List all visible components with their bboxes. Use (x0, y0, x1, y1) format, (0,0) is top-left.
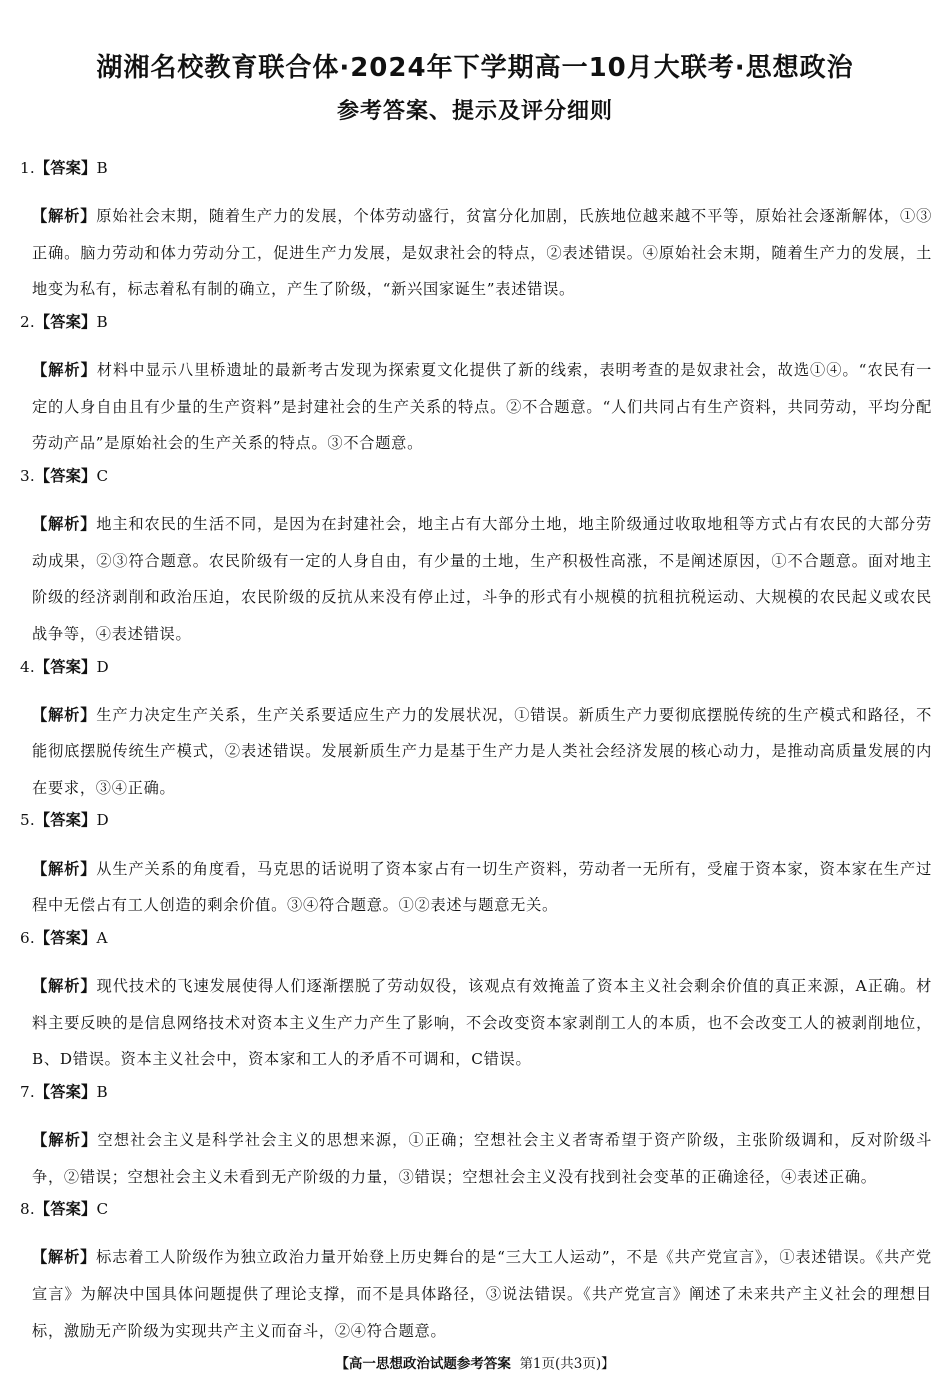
analysis-label: 【解析】 (32, 361, 97, 380)
analysis-paragraph (32, 198, 932, 308)
analysis-paragraph (32, 1122, 932, 1195)
answer-line (20, 1195, 932, 1224)
answer-value: D (96, 811, 109, 830)
question-block (20, 653, 932, 807)
question-block (20, 806, 932, 923)
question-number: 6. (20, 928, 35, 947)
question-number: 5. (20, 811, 35, 830)
answer-label: 【答案】 (34, 466, 97, 485)
analysis-text: 原始社会末期，随着生产力的发展，个体劳动盛行，贫富分化加剧，氏族地位越来越不平等，原始社会逐渐解体，①③正确。脑力劳动和体力劳动分工，促进生产力发展，是奴隶社会的特点，②表述错误。④原始社会末期，随着生产力的发展，土地变为私有，标志着私有制的确立，产生了阶级，“新兴国家诞生”表述错误。 (32, 207, 933, 299)
analysis-label: 【解析】 (32, 515, 97, 534)
answer-line (20, 1078, 932, 1107)
answer-value: B (96, 1082, 108, 1101)
question-number: 3. (20, 466, 35, 485)
analysis-text: 生产力决定生产关系，生产关系要适应生产力的发展状况，①错误。新质生产力要彻底摆脱传统的生产模式和路径，不能彻底摆脱传统生产模式，②表述错误。发展新质生产力是基于生产力是人类社会经济发展的核心动力，是推动高质量发展的内在要求，③④正确。 (32, 705, 933, 797)
analysis-paragraph (32, 352, 932, 462)
answer-line (20, 462, 932, 491)
question-number: 1. (20, 159, 35, 177)
analysis-text: 现代技术的飞速发展使得人们逐渐摆脱了劳动奴役，该观点有效掩盖了资本主义社会剩余价值的真正来源，A正确。材料主要反映的是信息网络技术对资本主义生产力产生了影响，不会改变资本家剥削工人的本质，也不会改变工人的被剥削地位，B、D错误。资本主义社会中，资本家和工人的矛盾不可调和，C错误。 (32, 977, 933, 1069)
answer-label: 【答案】 (34, 657, 97, 676)
question-block (20, 462, 932, 653)
answer-label: 【答案】 (34, 928, 97, 947)
answer-line (20, 308, 932, 337)
question-number: 2. (20, 312, 35, 331)
answer-label: 【答案】 (34, 1082, 97, 1101)
answer-value: D (96, 657, 109, 676)
question-block (20, 308, 932, 462)
analysis-label: 【解析】 (32, 705, 97, 724)
analysis-label: 【解析】 (32, 207, 97, 226)
analysis-text: 材料中显示八里桥遗址的最新考古发现为探索夏文化提供了新的线索，表明考查的是奴隶社会，故选①④。“农民有一定的人身自由且有少量的生产资料”是封建社会的生产关系的特点。②不合题意。“人们共同占有生产资料，共同劳动，平均分配劳动产品”是原始社会的生产关系的特点。③不合题意。 (32, 361, 933, 453)
analysis-paragraph (32, 506, 932, 652)
answer-line (20, 924, 932, 953)
question-number: 8. (20, 1200, 35, 1219)
analysis-text: 空想社会主义是科学社会主义的思想来源，①正确；空想社会主义者寄希望于资产阶级，主张阶级调和，反对阶级斗争，②错误；空想社会主义未看到无产阶级的力量，③错误；空想社会主义没有找到社会变革的正确途径，④表述正确。 (32, 1131, 933, 1186)
analysis-text: 地主和农民的生活不同，是因为在封建社会，地主占有大部分土地，地主阶级通过收取地租等方式占有农民的大部分劳动成果，②③符合题意。农民阶级有一定的人身自由，有少量的土地，生产积极性高涨，不是阐述原因，①不合题意。面对地主阶级的经济剥削和政治压迫，农民阶级的反抗从来没有停止过，斗争的形式有小规模的抗租抗税运动、大规模的农民起义或农民战争等，④表述错误。 (32, 515, 933, 643)
answer-line (20, 653, 932, 682)
answer-label: 【答案】 (34, 811, 97, 830)
page-title: 湖湘名校教育联合体·2024年下学期高一10月大联考·思想政治 (96, 53, 854, 83)
analysis-paragraph (32, 851, 932, 924)
answer-value: C (96, 466, 109, 485)
question-block (20, 924, 932, 1078)
question-block (20, 1078, 932, 1195)
analysis-text: 从生产关系的角度看，马克思的话说明了资本家占有一切生产资料，劳动者一无所有，受雇于资本家，资本家在生产过程中无偿占有工人创造的剩余价值。③④符合题意。①②表述与题意无关。 (32, 859, 933, 915)
analysis-paragraph (32, 1239, 932, 1349)
question-list (20, 154, 932, 1349)
analysis-paragraph (32, 697, 932, 807)
answer-line (20, 806, 932, 835)
answer-value: B (96, 159, 108, 177)
question-number: 4. (20, 657, 35, 676)
analysis-label: 【解析】 (32, 859, 97, 878)
analysis-label: 【解析】 (32, 1131, 98, 1149)
answer-label: 【答案】 (34, 1200, 97, 1219)
answer-line (20, 154, 932, 183)
question-number: 7. (20, 1082, 35, 1101)
answer-label: 【答案】 (34, 159, 97, 177)
footer-doc-label: 【高一思想政治试题参考答案 (335, 1356, 511, 1372)
analysis-text: 标志着工人阶级作为独立政治力量开始登上历史舞台的是“三大工人运动”，不是《共产党宣言》，①表述错误。《共产党宣言》为解决中国具体问题提供了理论支撑，而不是具体路径，③说法错误。《共产党宣言》阐述了未来共产主义社会的理想目标，激励无产阶级为实现共产主义而奋斗，②④符合题意。 (32, 1248, 932, 1340)
answer-value: C (96, 1200, 109, 1219)
answer-label: 【答案】 (34, 312, 97, 331)
footer-page-info: 第1页(共3页)】 (519, 1356, 615, 1372)
answer-value: B (96, 312, 108, 331)
analysis-label: 【解析】 (32, 977, 97, 996)
question-block (20, 1195, 932, 1349)
analysis-label: 【解析】 (32, 1248, 97, 1267)
page-footer (0, 1354, 950, 1374)
analysis-paragraph (32, 968, 932, 1078)
answer-value: A (96, 928, 108, 947)
page-subtitle: 参考答案、提示及评分细则 (336, 99, 613, 124)
question-block (20, 154, 932, 308)
